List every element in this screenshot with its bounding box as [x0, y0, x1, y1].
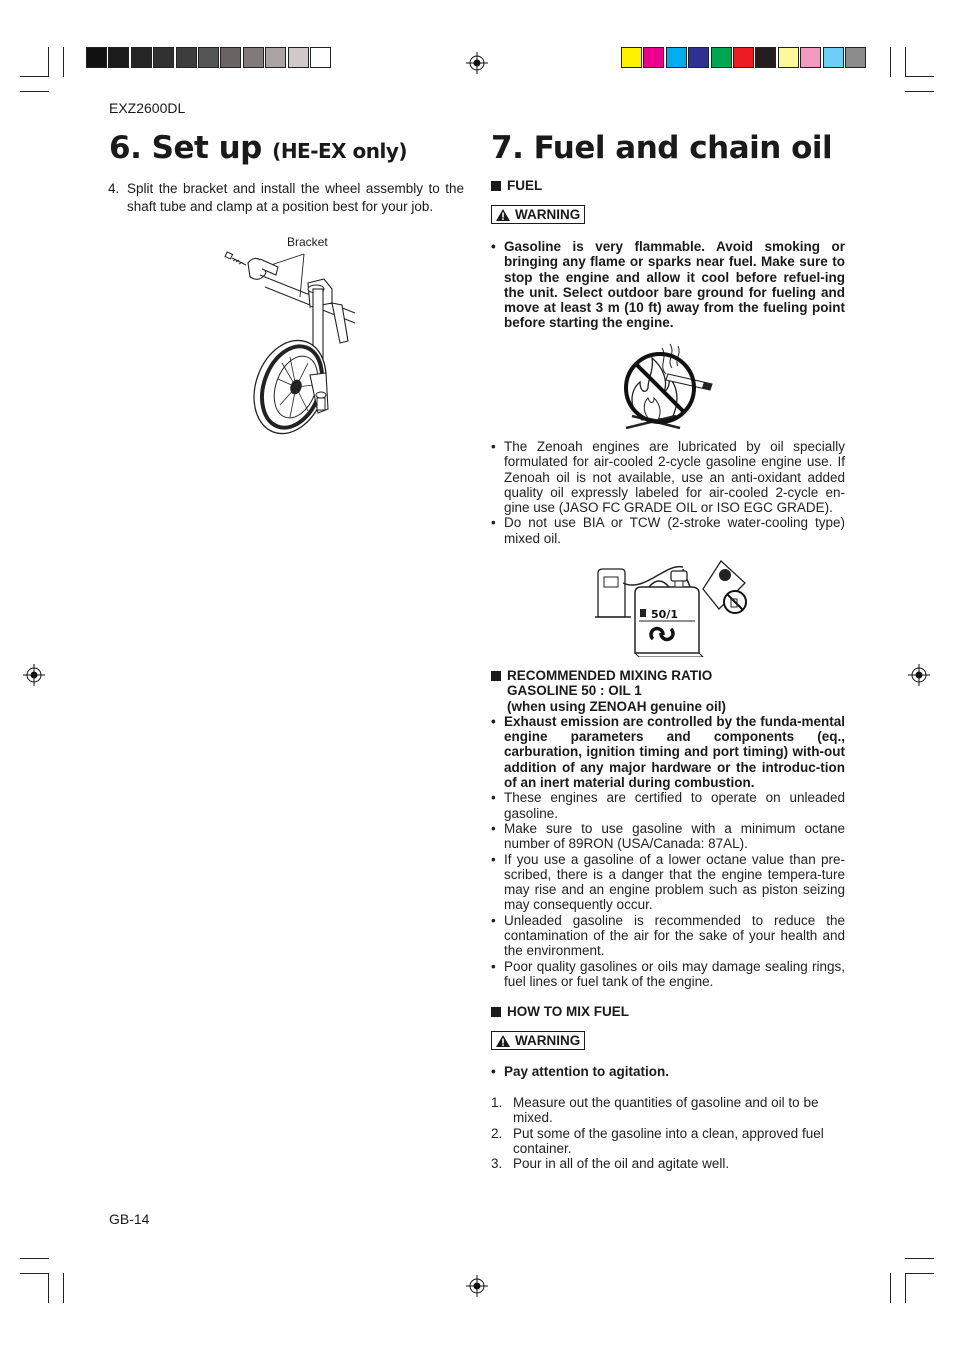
section-title-fuel-oil: 7. Fuel and chain oil: [491, 130, 833, 166]
mix-step-number: 1.: [491, 1095, 503, 1110]
color-swatch: [288, 47, 309, 68]
gasoline-bullet: • Make sure to use gasoline with a minimum octane number of 89RON (USA/Canada: 87AL).: [491, 821, 845, 852]
mix-step: [491, 1156, 845, 1171]
color-swatch: [310, 47, 331, 68]
setup-step-text: Split the bracket and install the wheel assembly to the shaft tube and clamp at a position best for your job.: [127, 181, 464, 214]
mix-warning-block: [491, 1064, 845, 1079]
color-swatch: [823, 47, 844, 68]
fuel-heading: [491, 178, 845, 193]
section-title-setup-sub: (HE-EX only): [272, 139, 408, 163]
mix-heading-block: [491, 1004, 845, 1019]
warning-badge-fuel: [491, 205, 585, 226]
mix-heading: HOW TO MIX FUEL: [507, 1004, 629, 1019]
gasoline-bullet: • These engines are certified to operate on unleaded gasoline.: [491, 790, 845, 821]
page-number: GB-14: [109, 1211, 150, 1227]
mix-step-text: Put some of the gasoline into a clean, approved fuel container.: [513, 1125, 824, 1156]
color-swatch: [755, 47, 776, 68]
can-mix-label: 50/1: [651, 608, 678, 621]
mix-warning-text: • Pay attention to agitation.: [491, 1064, 845, 1079]
section-marker: [491, 181, 501, 191]
registration-mark-top: [466, 52, 488, 74]
color-swatch: [845, 47, 866, 68]
emission-bullet: • Exhaust emission are controlled by the funda-mental engine parameters and components (eq., carburation, ignition timing and port timing) with-out addition of any major hardware or the introduc-tion of an inert material during combustion.: [491, 714, 845, 790]
color-swatch: [643, 47, 664, 68]
mix-steps: [491, 1095, 845, 1171]
gasoline-bullet: • Unleaded gasoline is recommended to reduce the contamination of the air for the sake of your health and the environment.: [491, 913, 845, 959]
color-swatch: [711, 47, 732, 68]
ratio-line-1: GASOLINE 50 : OIL 1: [507, 683, 642, 699]
setup-step-number: 4.: [108, 181, 120, 196]
color-swatch: [220, 47, 241, 68]
mix-step-text: Pour in all of the oil and agitate well.: [513, 1156, 730, 1172]
color-swatch: [800, 47, 821, 68]
color-swatch: [733, 47, 754, 68]
wheel-assembly-illustration: [220, 245, 360, 440]
mix-step: [491, 1095, 845, 1126]
color-swatch: [153, 47, 174, 68]
color-swatch: [131, 47, 152, 68]
fuel-heading-text: FUEL: [507, 178, 543, 193]
model-name: EXZ2600DL: [109, 100, 186, 116]
color-swatch: [108, 47, 129, 68]
section-marker: [491, 671, 501, 681]
color-swatch: [198, 47, 219, 68]
section-marker: [491, 1007, 501, 1017]
mix-step-number: 2.: [491, 1125, 503, 1141]
mix-step: [491, 1126, 845, 1157]
registration-mark-bottom: [466, 1275, 488, 1297]
color-swatch: [265, 47, 286, 68]
fuel-warning-text: • Gasoline is very flammable. Avoid smoking or bringing any flame or sparks near fuel. Make sure to stop the engine and allow it cool before refuel-ing the unit. Select outdoor bare ground for fueling and move at least 3 m (10 ft) away from the fueling point before starting the engine.: [491, 239, 845, 331]
color-swatch: [176, 47, 197, 68]
color-swatch: [86, 47, 107, 68]
color-swatch: [666, 47, 687, 68]
color-swatch: [778, 47, 799, 68]
ratio-line-2: (when using ZENOAH genuine oil): [507, 698, 726, 714]
oil-bullet: • Do not use BIA or TCW (2-stroke water-cooling type) mixed oil.: [491, 515, 845, 546]
registration-mark-left: [23, 664, 45, 686]
warning-label: WARNING: [515, 207, 581, 222]
section-title-setup: [109, 130, 407, 166]
color-swatch: [621, 47, 642, 68]
oil-bullet: • The Zenoah engines are lubricated by oil specially formulated for air-cooled 2-cycle gasoline engine use. If Zenoah oil is not available, use an anti-oxidant added quality oil expressly labeled for air-cooled 2-cycle en-gine use (JASO FC GRADE OIL or ISO EGC GRADE).: [491, 439, 845, 515]
mix-step-text: Measure out the quantities of gasoline and oil to be mixed.: [513, 1095, 819, 1126]
fuel-warning-block: [491, 239, 845, 331]
gasoline-bullet: • Poor quality gasolines or oils may damage sealing rings, fuel lines or fuel tank of the engine.: [491, 959, 845, 990]
warning-triangle-icon: [496, 209, 510, 221]
ratio-heading: RECOMMENDED MIXING RATIO: [507, 668, 713, 683]
mix-step-number: 3.: [491, 1156, 503, 1172]
registration-mark-right: [908, 664, 930, 686]
bracket-label: Bracket: [287, 235, 328, 249]
warning-triangle-icon: [496, 1035, 510, 1047]
color-swatch: [243, 47, 264, 68]
no-smoking-flame-icon: [618, 338, 718, 434]
fuel-can-mixing-illustration: [595, 553, 755, 657]
oil-bullets: [491, 439, 845, 546]
mixing-ratio-block: [491, 668, 845, 989]
setup-step-4: [108, 180, 464, 215]
warning-label: WARNING: [515, 1033, 581, 1048]
section-title-setup-main: 6. Set up: [109, 130, 262, 166]
color-swatch: [688, 47, 709, 68]
gasoline-bullet: • If you use a gasoline of a lower octane value than pre-scribed, there is a danger that the engine tempera-ture may rise and an engine problem such as piston seizing may consequently occur.: [491, 852, 845, 913]
warning-badge-mix: [491, 1031, 585, 1052]
